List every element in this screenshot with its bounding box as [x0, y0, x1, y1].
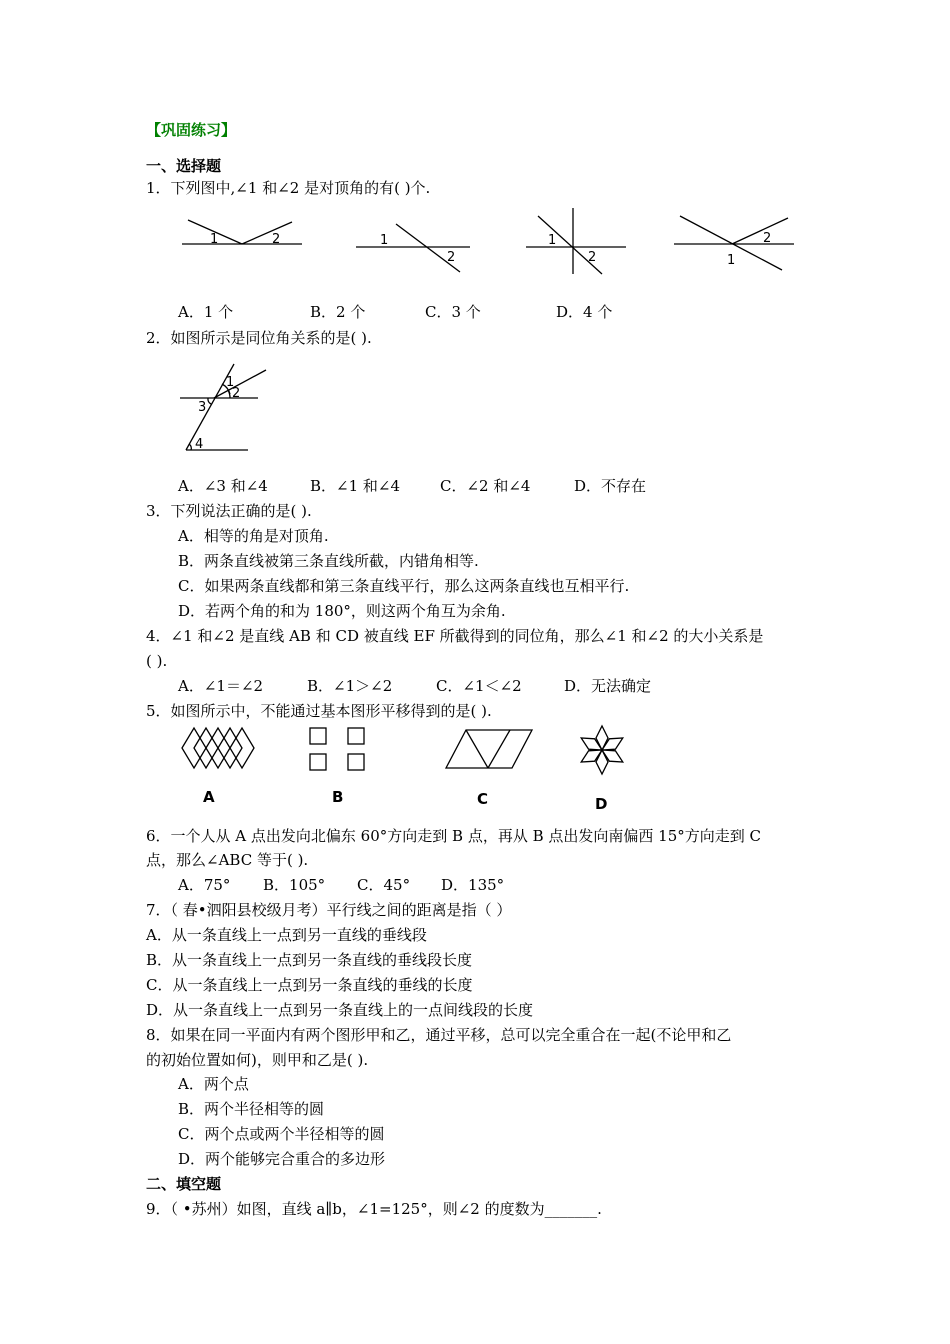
q8-option-b: B．两个半径相等的圆	[178, 1100, 325, 1118]
q1-figure-d	[674, 216, 794, 270]
question-5-stem: 5．如图所示中，不能通过基本图形平移得到的是( ).	[146, 702, 492, 720]
q8-option-a: A．两个点	[178, 1075, 249, 1093]
q3-option-d: D．若两个角的和为 180°，则这两个角互为余角.	[178, 602, 506, 620]
q1d-label-2: 2	[763, 231, 772, 246]
q1c-label-2: 2	[588, 250, 597, 265]
q6-option-b: B．105°	[263, 876, 326, 894]
q7-option-b: B．从一条直线上一点到另一条直线的垂线段长度	[146, 951, 473, 969]
q1-figure-b	[356, 224, 470, 272]
question-8-stem-line2: 的初始位置如何)，则甲和乙是( ).	[146, 1051, 369, 1069]
q4-option-b: B．∠1＞∠2	[307, 677, 393, 695]
q2-label-2: 2	[232, 386, 241, 401]
q1c-label-1: 1	[548, 233, 557, 248]
q2-label-3: 3	[198, 400, 207, 415]
q6-option-a: A．75°	[178, 876, 231, 894]
q5-figure-b-squares	[310, 728, 364, 806]
q2-label-1: 1	[226, 375, 235, 390]
q3-option-c: C．如果两条直线都和第三条直线平行，那么这两条直线也互相平行.	[178, 577, 630, 595]
q3-option-b: B．两条直线被第三条直线所截，内错角相等.	[178, 552, 479, 570]
q3-option-a: A．相等的角是对顶角.	[178, 527, 329, 545]
question-9-stem: 9．（ •苏州）如图，直线 a∥b，∠1=125°，则∠2 的度数为_______.	[146, 1200, 602, 1218]
question-2-stem: 2．如图所示是同位角关系的是( ).	[146, 329, 372, 347]
q1-option-c: C．3 个	[425, 303, 481, 321]
question-8-stem-line1: 8．如果在同一平面内有两个图形甲和乙，通过平移，总可以完全重合在一起(不论甲和乙	[146, 1026, 732, 1044]
q1-option-d: D．4 个	[556, 303, 613, 321]
q2-option-a: A．∠3 和∠4	[178, 477, 268, 495]
q2-option-b: B．∠1 和∠4	[310, 477, 401, 495]
question-4-stem-line2: ( ).	[146, 652, 168, 670]
q1-figure-c	[526, 208, 626, 274]
q1a-label-1: 1	[210, 232, 219, 247]
question-1-figures	[170, 206, 810, 276]
q4-option-c: C．∠1＜∠2	[436, 677, 522, 695]
q5-figure-a-diamonds	[182, 728, 254, 806]
q2-option-d: D．不存在	[574, 477, 647, 495]
question-6-stem-line1: 6．一个人从 A 点出发向北偏东 60°方向走到 B 点，再从 B 点出发向南偏西 15°方向走到 C	[146, 827, 761, 845]
q7-option-c: C．从一条直线上一点到另一条直线的垂线的长度	[146, 976, 473, 994]
q4-option-a: A．∠1＝∠2	[178, 677, 264, 695]
q5-caption-d: D	[595, 795, 608, 813]
q5-caption-c: C	[477, 790, 489, 808]
q8-option-d: D．两个能够完合重合的多边形	[178, 1150, 386, 1168]
q8-option-c: C．两个点或两个半径相等的圆	[178, 1125, 385, 1143]
q2-option-c: C．∠2 和∠4	[440, 477, 531, 495]
question-2-figure	[172, 364, 272, 454]
question-6-stem-line2: 点，那么∠ABC 等于( ).	[146, 851, 309, 869]
q1-figure-a	[182, 220, 302, 247]
q1b-label-2: 2	[447, 250, 456, 265]
question-4-stem-line1: 4．∠1 和∠2 是直线 AB 和 CD 被直线 EF 所截得到的同位角，那么∠1 和∠2 的大小关系是	[146, 627, 764, 645]
q6-option-c: C．45°	[357, 876, 411, 894]
question-3-stem: 3．下列说法正确的是( ).	[146, 502, 312, 520]
question-1-stem: 1．下列图中,∠1 和∠2 是对顶角的有( )个.	[146, 179, 431, 197]
q6-option-d: D．135°	[441, 876, 505, 894]
q7-option-d: D．从一条直线上一点到另一条直线上的一点间线段的长度	[146, 1001, 534, 1019]
q1b-label-1: 1	[380, 233, 389, 248]
section-title-fill-in: 二、填空题	[146, 1175, 222, 1193]
q7-option-a: A．从一条直线上一点到另一直线的垂线段	[146, 926, 427, 944]
question-5-figures	[170, 722, 670, 818]
q5-figure-d-star	[578, 726, 626, 813]
q5-caption-b: B	[332, 788, 344, 806]
q1d-label-1: 1	[727, 253, 736, 268]
q5-caption-a: A	[203, 788, 215, 806]
q5-figure-c-parallelograms	[446, 730, 532, 808]
question-7-stem: 7．（ 春•泗阳县校级月考）平行线之间的距离是指（ ）	[146, 901, 512, 919]
q1-option-b: B．2 个	[310, 303, 366, 321]
section-header-consolidation: 【巩固练习】	[146, 121, 237, 139]
q2-label-4: 4	[195, 437, 204, 452]
q4-option-d: D．无法确定	[564, 677, 652, 695]
q1-option-a: A．1 个	[178, 303, 234, 321]
q1a-label-2: 2	[272, 232, 281, 247]
section-title-multiple-choice: 一、选择题	[146, 157, 222, 175]
